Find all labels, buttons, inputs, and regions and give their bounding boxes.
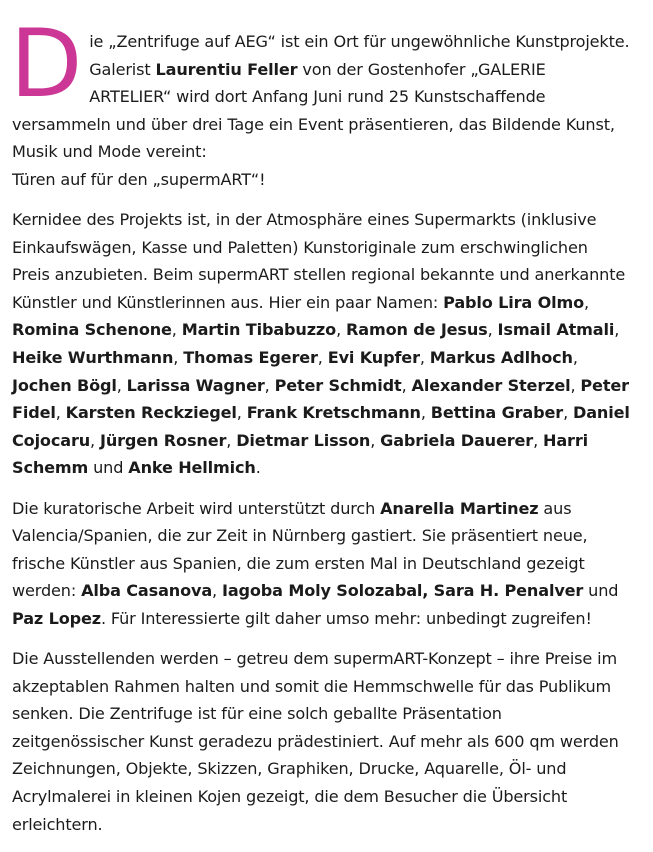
artist-name: Gabriela Dauerer xyxy=(380,430,534,450)
artist-list-end: . xyxy=(255,458,261,478)
artist-separator: , xyxy=(419,348,430,368)
artist-name: Ramon de Jesus xyxy=(346,320,488,340)
artist-separator: , xyxy=(370,430,381,450)
artist-name: Alexander Sterzel xyxy=(411,375,571,395)
artist-list xyxy=(12,293,630,478)
artist-name: Romina Schenone xyxy=(12,320,172,340)
artist-name: Larissa Wagner xyxy=(126,375,265,395)
artist-name: Jürgen Rosner xyxy=(99,430,227,450)
curation-text-3: . Für Interessierte gilt daher umso mehr: unbedingt zugreifen! xyxy=(100,608,592,628)
artist-separator: , xyxy=(401,375,412,395)
artist-name: Martin Tibabuzzo xyxy=(181,320,337,340)
artist-name: Markus Adlhoch xyxy=(429,348,573,368)
drop-cap-letter: D xyxy=(10,10,83,119)
artist-separator: , xyxy=(487,320,498,340)
curation-text-1: Die kuratorische Arbeit wird unterstützt durch xyxy=(12,498,381,518)
artist-name: Evi Kupfer xyxy=(327,348,420,368)
curation-and: und xyxy=(583,581,619,601)
artist-separator: , xyxy=(90,430,100,450)
artist-separator: , xyxy=(572,348,578,368)
spanish-artist-4: Paz Lopez xyxy=(12,608,101,628)
artist-separator: , xyxy=(171,320,182,340)
gallerist-name: Laurentiu Feller xyxy=(155,59,298,79)
artists-intro: Kernidee des Projekts ist, in der Atmosphäre eines Supermarkts (inklusive Einkaufswägen, Kasse und Paletten) Kunstoriginale zum erschwinglichen Preis anzubieten. Beim supermART stellen regional bekannte und anerkannte Künstler und Künstlerinnen aus. Hier ein paar Namen: xyxy=(12,210,626,312)
curation-text-2: aus Valencia/Spanien, die zur Zeit in Nürnberg gastiert. Sie präsentiert neue, frische Künstler aus Spanien, die zum ersten Mal in Deutschland gezeigt werden: xyxy=(12,498,588,601)
paragraph-curation xyxy=(12,495,630,633)
artist-name: Daniel Cojocaru xyxy=(12,403,630,450)
artist-separator: , xyxy=(420,403,431,423)
article xyxy=(10,10,630,851)
artist-separator: , xyxy=(317,348,328,368)
artist-separator: , xyxy=(116,375,127,395)
artist-separator: , xyxy=(570,375,581,395)
artist-separator: , xyxy=(563,403,574,423)
intro-text-1: ie „Zentrifuge auf AEG“ ist ein Ort für ungewöhnliche Kunstprojekte. Galerist xyxy=(89,32,630,79)
artist-separator: , xyxy=(226,430,237,450)
artist-separator: , xyxy=(533,430,543,450)
artist-separator: , xyxy=(173,348,184,368)
artist-separator: , xyxy=(264,375,275,395)
artist-name: Bettina Graber xyxy=(430,403,564,423)
paragraph-artists xyxy=(12,206,630,482)
spanish-artist-1: Alba Casanova xyxy=(81,581,213,601)
artist-separator: , xyxy=(336,320,346,340)
artist-separator: , xyxy=(584,292,589,312)
artist-name: Peter Schmidt xyxy=(274,375,402,395)
artist-name: Karsten Reckziegel xyxy=(65,403,237,423)
paragraph-concept xyxy=(12,645,630,838)
artist-name: Ismail Atmali xyxy=(497,320,615,340)
paragraph-intro xyxy=(10,10,630,194)
artist-and: und xyxy=(88,458,129,478)
curator-name: Anarella Martinez xyxy=(380,498,539,518)
artist-name: Peter Fidel xyxy=(12,375,629,423)
artist-name: Anke Hellmich xyxy=(128,458,256,478)
artist-name: Pablo Lira Olmo xyxy=(443,292,584,312)
artist-name: Harri Schemm xyxy=(12,430,588,478)
spanish-artists-2-3: Iagoba Moly Solozabal, Sara H. Penalver xyxy=(221,581,584,601)
artist-separator: , xyxy=(236,403,247,423)
artist-separator: , xyxy=(614,320,620,340)
intro-text-2: von der Gostenhofer „GALERIE ARTELIER“ wird dort Anfang Juni rund 25 Kunstschaffende versammeln und über drei Tage ein Event präsentieren, das Bildende Kunst, Musik und Mode vereint: xyxy=(12,59,615,162)
curation-separator: , xyxy=(212,581,222,601)
concept-text: Die Ausstellenden werden – getreu dem supermART-Konzept – ihre Preise im akzeptablen Rahmen halten und somit die Hemmschwelle für das Publikum senken. Die Zentrifuge ist für eine solch geballte Präsentation zeitgenössischer Kunst geradezu prädestiniert. Auf mehr als 600 qm werden Zeichnungen, Objekte, Skizzen, Graphiken, Drucke, Aquarelle, Öl- und Acrylmalerei in kleinen Kojen gezeigt, die dem Besucher die Übersicht erleichtern. xyxy=(12,648,619,834)
artist-name: Jochen Bögl xyxy=(12,375,117,395)
artist-name: Frank Kretschmann xyxy=(246,403,421,423)
intro-tagline: Türen auf für den „supermART“! xyxy=(12,169,266,189)
artist-name: Heike Wurthmann xyxy=(12,348,174,368)
artist-name: Dietmar Lisson xyxy=(236,430,371,450)
artist-name: Thomas Egerer xyxy=(183,348,318,368)
artist-separator: , xyxy=(55,403,66,423)
